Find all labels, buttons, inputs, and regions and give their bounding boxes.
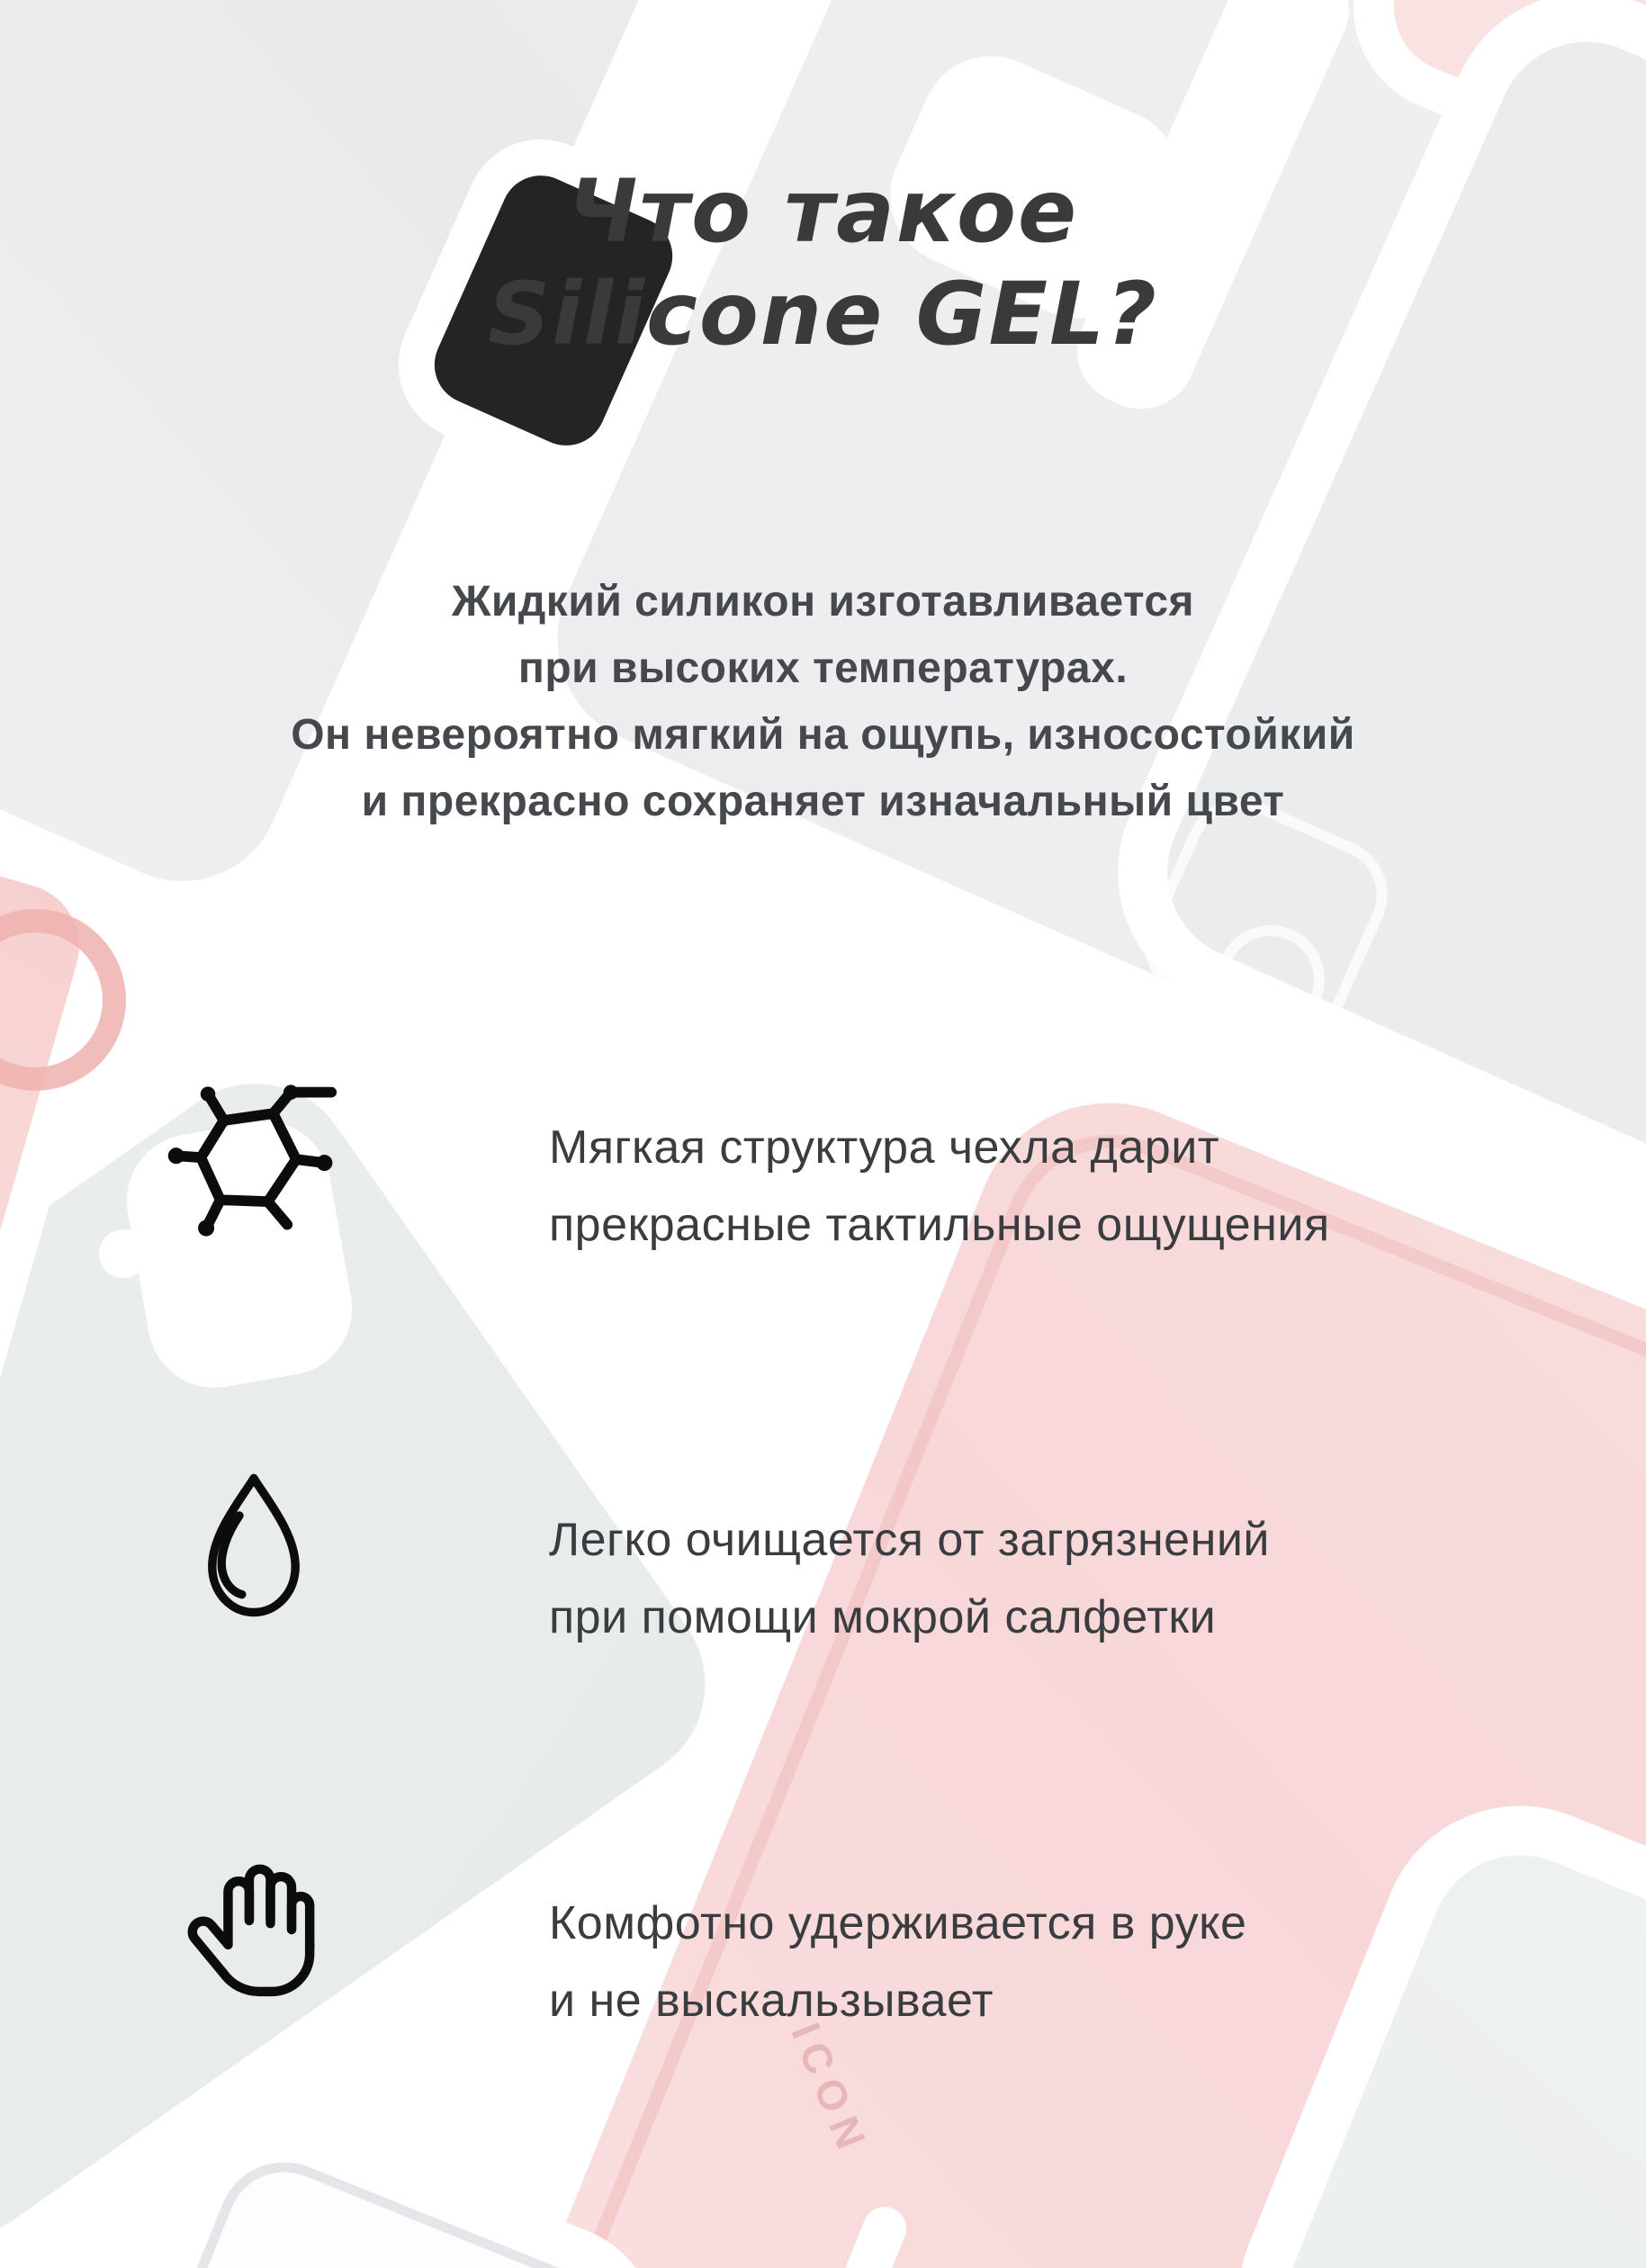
title-line-1: Что такое — [567, 161, 1079, 262]
feature-easy-clean — [0, 1463, 1646, 1656]
feature-icon-cell — [164, 1463, 344, 1622]
feature-text — [549, 1109, 1330, 1264]
intro-line: при высоких температурах. — [517, 644, 1129, 692]
feature-icon-cell — [164, 1076, 344, 1253]
title-line-2: Silicone GEL? — [488, 264, 1158, 364]
intro-line: Он невероятно мягкий на ощупь, износостойкий — [291, 711, 1355, 759]
water-drop-icon — [194, 1469, 313, 1622]
feature-text-line: Комфотно удерживается в руке — [549, 1897, 1247, 1949]
feature-soft-structure — [0, 1076, 1646, 1264]
feature-text-line: и не выскальзывает — [549, 1975, 994, 2027]
hand-icon — [178, 1854, 329, 2005]
molecule-icon — [166, 1076, 342, 1253]
page-title — [0, 160, 1646, 365]
intro-paragraph — [0, 569, 1646, 835]
feature-text-line: при помощи мокрой салфетки — [549, 1591, 1217, 1643]
feature-text — [549, 1501, 1270, 1656]
feature-text-line: прекрасные тактильные ощущения — [549, 1199, 1330, 1251]
embossed-brand-text-pink: ICON — [782, 2016, 878, 2164]
feature-text-line: Мягкая структура чехла дарит — [549, 1121, 1220, 1174]
feature-text — [549, 1885, 1246, 2039]
intro-line: Жидкий силикон изготавливается — [451, 578, 1195, 626]
intro-line: и прекрасно сохраняет изначальный цвет — [361, 778, 1285, 825]
feature-comfort-grip — [0, 1847, 1646, 2039]
feature-text-line: Легко очищается от загрязнений — [549, 1514, 1270, 1566]
feature-icon-cell — [164, 1847, 344, 2005]
